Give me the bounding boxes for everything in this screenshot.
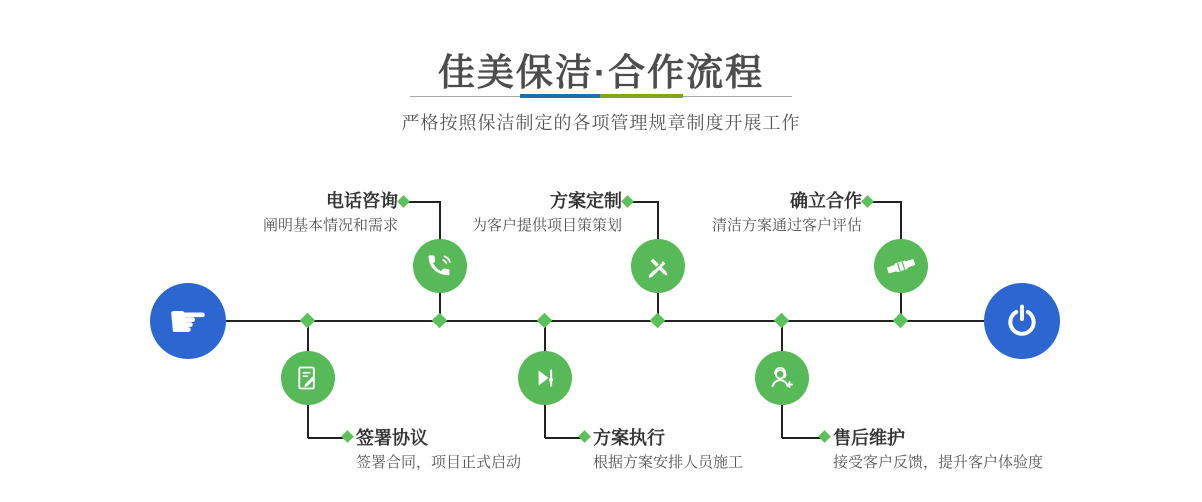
step-title: 电话咨询 xyxy=(326,191,398,211)
timeline-diamond xyxy=(774,313,790,329)
timeline-diamond xyxy=(432,313,448,329)
label-diamond xyxy=(621,195,634,208)
step-desc: 阐明基本情况和需求 xyxy=(262,217,398,234)
title-divider xyxy=(410,95,792,99)
step-label-contract xyxy=(356,425,521,475)
step-title: 方案定制 xyxy=(550,191,622,211)
step-title: 签署协议 xyxy=(356,428,428,448)
step-label-cooperation xyxy=(712,188,862,238)
label-diamond xyxy=(578,430,591,443)
power-icon xyxy=(1002,301,1042,341)
step-desc: 为客户提供项目策策划 xyxy=(471,217,622,234)
step-desc: 根据方案安排人员施工 xyxy=(593,454,744,471)
start-node xyxy=(150,283,226,359)
end-node xyxy=(984,283,1060,359)
step-title: 售后维护 xyxy=(833,428,905,448)
timeline-diamond xyxy=(650,313,666,329)
step-node-cooperation xyxy=(874,239,928,293)
step-desc: 清洁方案通过客户评估 xyxy=(711,217,862,234)
step-desc: 签署合同，项目正式启动 xyxy=(356,454,522,471)
step-title: 方案执行 xyxy=(593,428,665,448)
step-label-plan xyxy=(472,188,622,238)
step-node-contract xyxy=(281,351,335,405)
timeline-diamond xyxy=(537,313,553,329)
contract-icon xyxy=(294,364,322,392)
handshake-icon xyxy=(885,250,917,282)
step-node-aftersale xyxy=(755,351,809,405)
label-diamond xyxy=(818,430,831,443)
customer-service-icon xyxy=(767,363,797,393)
divider-green-segment xyxy=(600,94,683,98)
step-node-phone xyxy=(413,239,467,293)
label-diamond xyxy=(397,195,410,208)
play-icon xyxy=(531,364,559,392)
timeline-main-line xyxy=(226,320,984,322)
phone-icon xyxy=(425,251,455,281)
step-label-phone xyxy=(263,188,398,238)
page-title: 佳美保洁·合作流程 xyxy=(437,52,765,93)
divider-blue-segment xyxy=(520,94,600,98)
hand-pointer-icon: ☛ xyxy=(167,294,209,348)
label-diamond xyxy=(861,195,874,208)
pencil-tools-icon xyxy=(643,251,673,281)
step-label-execute xyxy=(593,425,743,475)
step-label-aftersale xyxy=(833,425,1043,475)
timeline-diamond xyxy=(300,313,316,329)
timeline-diamond xyxy=(893,313,909,329)
step-desc: 接受客户反馈，提升客户体验度 xyxy=(833,454,1044,471)
step-title: 确立合作 xyxy=(790,191,862,211)
label-diamond xyxy=(341,430,354,443)
step-node-execute xyxy=(518,351,572,405)
step-node-plan xyxy=(631,239,685,293)
page-subtitle: 严格按照保洁制定的各项管理规章制度开展工作 xyxy=(401,113,801,133)
